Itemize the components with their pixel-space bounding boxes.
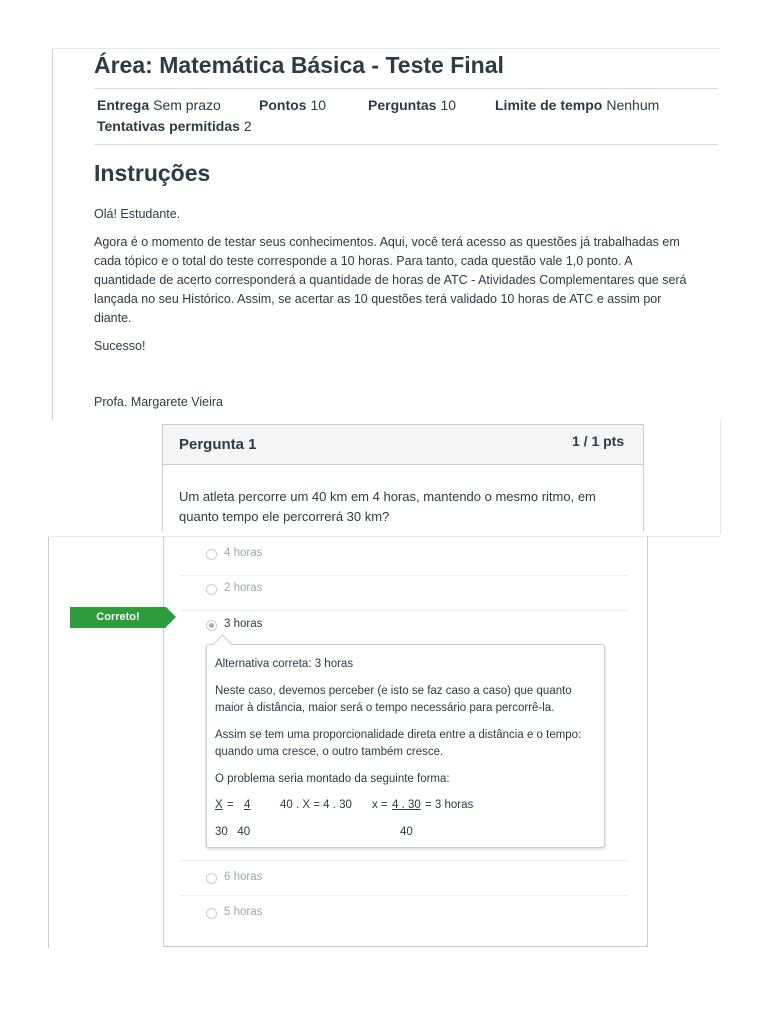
meta-label: Perguntas — [368, 97, 437, 113]
answer-label: 3 horas — [224, 618, 263, 630]
instructions-line: Agora é o momento de testar seus conhecimentos. Aqui, você terá acesso as questões já trabalhadas em — [94, 235, 680, 249]
question-text-line: quanto tempo ele percorrerá 30 km? — [179, 509, 390, 524]
question-text — [179, 487, 596, 527]
answer-option-selected[interactable] — [180, 611, 628, 647]
instructions-line: diante. — [94, 311, 132, 325]
meta-label: Entrega — [97, 97, 150, 113]
comment-title: Alternativa correta: 3 horas — [215, 658, 354, 670]
formula-numerator: 4 . 30 — [392, 799, 421, 811]
formula-denominator-right: 40 — [400, 826, 413, 838]
meta-value: 10 — [440, 97, 457, 113]
question-text-line: Um atleta percorre um 40 km em 4 horas, mantendo o mesmo ritmo, em — [179, 489, 596, 504]
correct-badge: Correto! — [70, 607, 166, 628]
answer-option[interactable] — [180, 540, 628, 576]
formula-middle: 40 . X = 4 . 30 — [280, 799, 352, 811]
meta-label: Limite de tempo — [495, 97, 603, 113]
meta-entrega — [97, 97, 221, 113]
divider — [94, 144, 718, 145]
quiz-title: Área: Matemática Básica - Teste Final — [94, 52, 504, 78]
meta-pontos — [259, 97, 326, 113]
meta-limite — [495, 97, 659, 113]
top-divider — [52, 48, 720, 49]
meta-value: 10 — [310, 97, 327, 113]
instructions-line: cada tópico e o total do teste corresponde a 10 horas. Para tanto, cada questão vale 1,0 ponto. A — [94, 254, 633, 268]
meta-tentativas — [97, 118, 252, 134]
answer-separator — [180, 895, 628, 896]
radio-button[interactable] — [206, 549, 217, 560]
correct-badge-arrow — [166, 607, 176, 627]
comment-paragraph — [215, 727, 581, 761]
radio-button[interactable] — [206, 873, 217, 884]
question-points: 1 / 1 pts — [572, 433, 625, 449]
answer-separator — [180, 860, 628, 861]
instructions-closing: Sucesso! — [94, 339, 146, 353]
comment-line: Neste caso, devemos perceber (e isto se faz caso a caso) que quanto — [215, 685, 572, 697]
meta-label: Pontos — [259, 97, 307, 113]
meta-perguntas — [368, 97, 456, 113]
comment-line: quando uma cresce, o outro também cresce. — [215, 746, 444, 758]
instructions-line: quantidade de acerto corresponderá a quantidade de horas de ATC - Atividades Complementares que será — [94, 273, 687, 287]
formula-x: X — [215, 799, 223, 811]
instructions-body — [94, 233, 687, 328]
formula-result: = 3 horas — [425, 799, 474, 811]
formula-four: 4 — [244, 799, 251, 811]
radio-button-selected[interactable] — [206, 620, 217, 631]
answer-label: 6 horas — [224, 871, 263, 883]
instructions-heading: Instruções — [94, 160, 211, 186]
answer-label: 2 horas — [224, 582, 263, 594]
meta-value: Sem prazo — [153, 97, 221, 113]
formula-equals: = — [227, 799, 234, 811]
instructions-signature: Profa. Margarete Vieira — [94, 395, 223, 409]
answer-label: 5 horas — [224, 906, 263, 918]
answer-option[interactable] — [180, 575, 628, 611]
question-title: Pergunta 1 — [179, 436, 257, 453]
formula-denominator-left: 30 40 — [215, 826, 251, 838]
instructions-line: lançada no seu Histórico. Assim, se acertar as 10 questões terá validado 10 horas de ATC e assim por — [94, 292, 662, 306]
comment-paragraph — [215, 683, 572, 717]
meta-value: 2 — [243, 118, 252, 134]
radio-button[interactable] — [206, 908, 217, 919]
meta-value: Nenhum — [606, 97, 660, 113]
instructions-greeting: Olá! Estudante. — [94, 207, 181, 221]
formula-x-equals: x = — [372, 799, 388, 811]
answer-option[interactable] — [180, 860, 628, 896]
answer-option[interactable] — [180, 895, 628, 931]
divider — [94, 88, 718, 89]
comment-paragraph: O problema seria montado da seguinte forma: — [215, 773, 450, 785]
answer-label: 4 horas — [224, 547, 263, 559]
comment-line: maior à distância, maior será o tempo necessário para percorrê-la. — [215, 702, 555, 714]
radio-button[interactable] — [206, 584, 217, 595]
meta-label: Tentativas permitidas — [97, 118, 240, 134]
comment-line: Assim se tem uma proporcionalidade direta entre a distância e o tempo: — [215, 729, 582, 741]
